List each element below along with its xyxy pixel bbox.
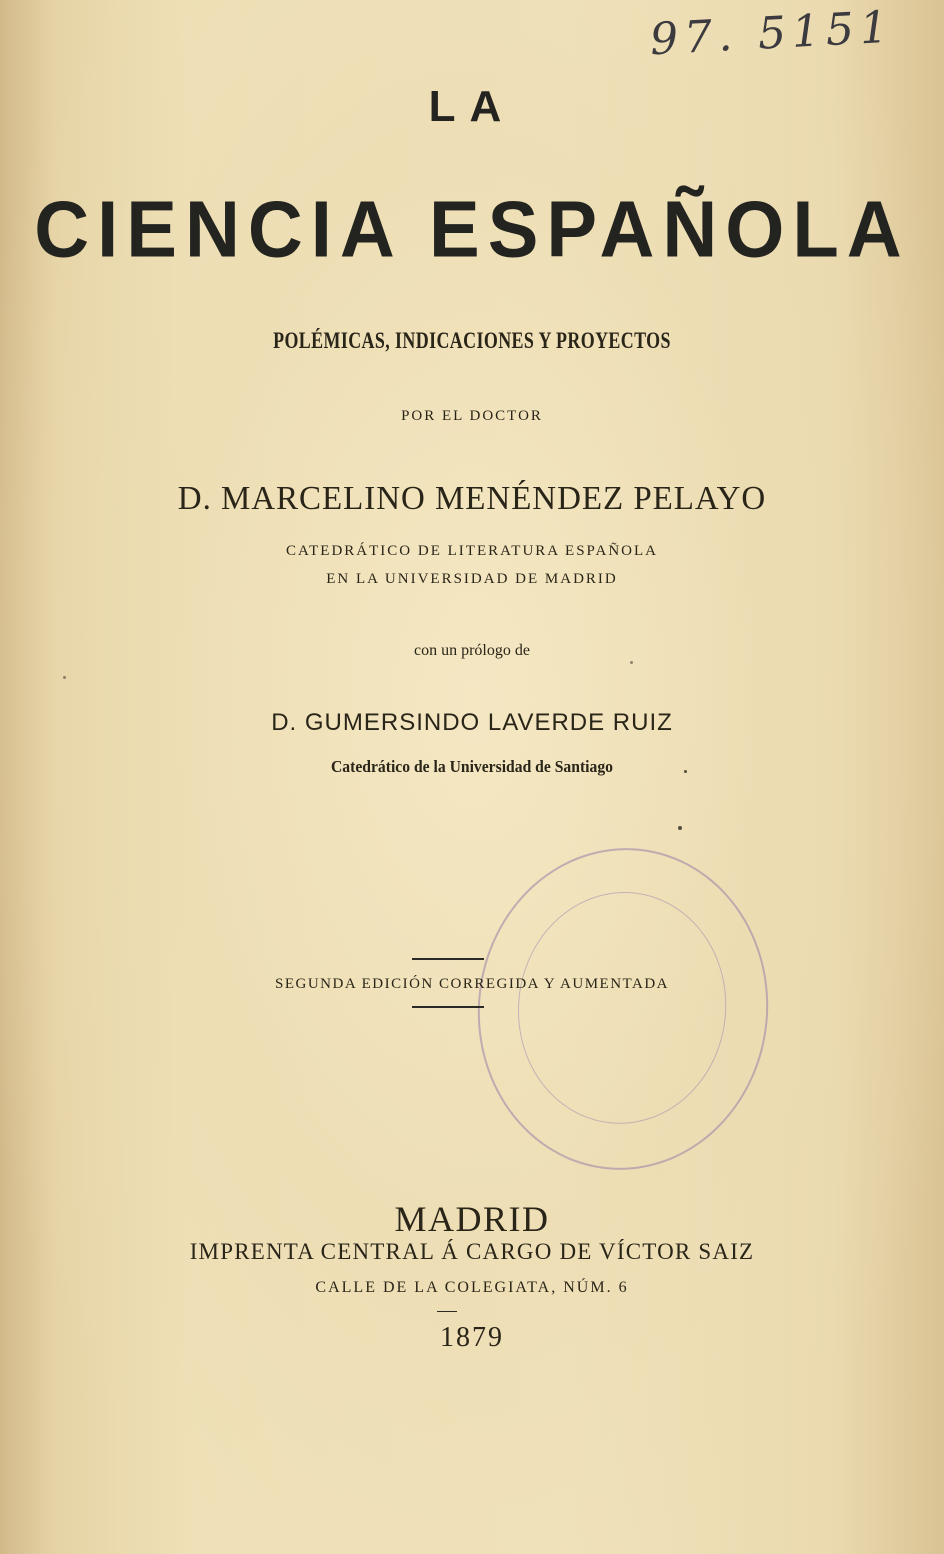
- ink-speck: [630, 661, 633, 664]
- ink-speck: [684, 770, 687, 773]
- library-stamp: [462, 834, 784, 1185]
- edition-statement: SEGUNDA EDICIÓN CORREGIDA Y AUMENTADA: [274, 976, 670, 992]
- author-role-line-2: EN LA UNIVERSIDAD DE MADRID: [326, 571, 618, 587]
- imprint-city: MADRID: [394, 1199, 550, 1239]
- imprint-address: CALLE DE LA COLEGIATA, NÚM. 6: [315, 1279, 629, 1296]
- prologue-intro: con un prólogo de: [414, 642, 530, 659]
- edition-rule-bottom: [412, 1006, 484, 1008]
- author-intro: POR EL DOCTOR: [401, 408, 543, 424]
- ink-speck: [678, 826, 682, 830]
- author-name: D. MARCELINO MENÉNDEZ PELAYO: [177, 480, 767, 517]
- edition-rule-top: [412, 958, 484, 960]
- ink-speck: [63, 676, 66, 679]
- author-role-line-1: CATEDRÁTICO DE LITERATURA ESPAÑOLA: [285, 543, 659, 559]
- book-title: CIENCIA ESPAÑOLA: [34, 184, 910, 275]
- prologue-author-role: Catedrático de la Universidad de Santiago: [331, 757, 613, 776]
- prologue-author: D. GUMERSINDO LAVERDE RUIZ: [271, 709, 673, 736]
- title-article: LA: [428, 82, 516, 131]
- year-rule: [437, 1311, 457, 1312]
- imprint-printer: IMPRENTA CENTRAL Á CARGO DE VÍCTOR SAIZ: [189, 1239, 755, 1264]
- book-subtitle: POLÉMICAS, INDICACIONES Y PROYECTOS: [273, 328, 671, 353]
- imprint-year: 1879: [440, 1322, 504, 1353]
- handwritten-call-number: 97. 5151: [648, 1, 896, 66]
